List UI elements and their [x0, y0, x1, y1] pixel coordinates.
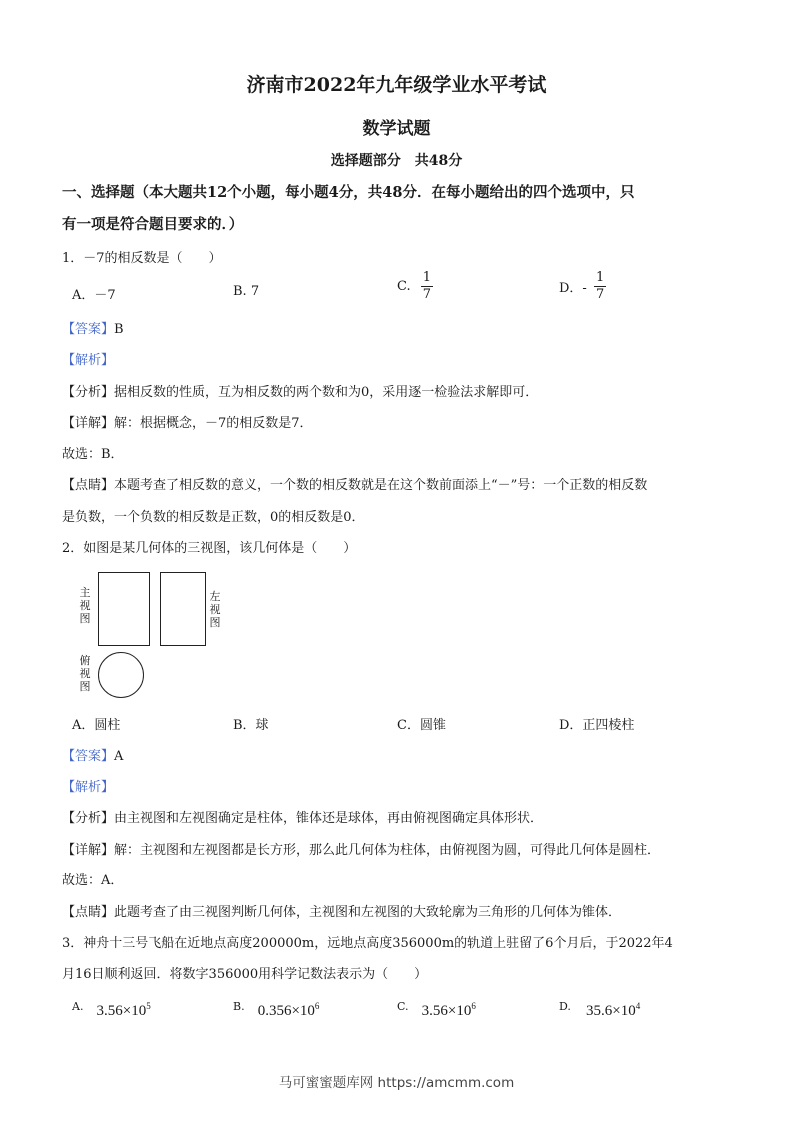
q2-fenxi-text: 由主视图和左视图确定是柱体，锥体还是球体，再由俯视图确定具体形状． — [114, 811, 544, 826]
top-view-label: 俯视图 — [79, 654, 91, 693]
q1-option-a: A．－7 — [72, 288, 116, 303]
left-view-label: 左视图 — [209, 590, 221, 629]
answer-tag: 【答案】 — [62, 749, 115, 764]
q3-stem-line1: 3．神舟十三号飞船在近地点高度200000m，远地点高度356000m的轨道上驻留了6个月后，于2022年4 — [62, 936, 673, 951]
q2-stem: 2．如图是某几何体的三视图，该几何体是（ ） — [62, 541, 357, 556]
q3-option-d-label: D. — [559, 1000, 571, 1013]
part-heading-line2: 有一项是符合题目要求的．） — [62, 216, 244, 233]
q1-option-c-label: C. — [397, 279, 411, 294]
q2-dianjing — [62, 901, 621, 920]
q1-option-c — [397, 270, 433, 303]
q1-option-d-fraction — [594, 270, 606, 303]
analysis-tag: 【解析】 — [62, 353, 115, 368]
dianjing-tag: 【点睛】 — [62, 905, 115, 920]
q3-option-a-label: A. — [72, 1000, 84, 1013]
q1-option-d-numerator: 1 — [595, 270, 605, 285]
main-view-label: 主视图 — [79, 586, 91, 625]
q1-fenxi-text: 据相反数的性质，互为相反数的两个数和为0，采用逐一检验法求解即可． — [114, 385, 539, 400]
footer-watermark: 马可蜜蜜题库网 https://amcmm.com — [278, 1075, 515, 1091]
xiangjie-tag: 【详解】 — [62, 843, 115, 858]
q2-fenxi — [62, 807, 543, 826]
q3-option-c-expr: $3.56\times 10^6$ — [421, 1001, 476, 1019]
q2-xiangjie — [62, 839, 660, 858]
q1-fenxi — [62, 381, 538, 400]
q1-dianjing-text1: 本题考查了相反数的意义，一个数的相反数就是在这个数前面添上“－”号：一个正数的相反数 — [114, 478, 648, 493]
q1-xiangjie-text: 解：根据概念，－7的相反数是7． — [114, 416, 313, 431]
q1-xiangjie — [62, 412, 313, 431]
q2-answer — [62, 745, 123, 764]
q1-guxuan: 故选：B． — [62, 447, 124, 462]
q1-dianjing-line2: 是负数，一个负数的相反数是正数，0的相反数是0． — [62, 510, 365, 525]
q2-option-b: B．球 — [233, 718, 269, 733]
q3-stem-line2: 月16日顺利返回．将数字356000用科学记数法表示为（ ） — [62, 967, 428, 982]
q3-option-b — [233, 1000, 319, 1020]
q1-option-c-numerator: 1 — [422, 270, 432, 285]
q1-dianjing-line1 — [62, 474, 647, 493]
q1-option-c-fraction — [421, 270, 433, 303]
q2-option-c: C．圆锥 — [397, 718, 446, 733]
dianjing-tag: 【点睛】 — [62, 478, 115, 493]
q1-option-c-denominator: 7 — [422, 287, 432, 302]
exam-subtitle: 数学试题 — [362, 119, 431, 139]
q1-option-b: B. 7 — [233, 284, 260, 299]
answer-tag: 【答案】 — [62, 322, 115, 337]
q1-option-d-label: D．- — [559, 281, 587, 296]
part-heading-line1: 一、选择题（本大题共12个小题，每小题4分，共48分．在每小题给出的四个选项中，只 — [62, 184, 635, 201]
q3-option-b-expr: $0.356\times 10^6$ — [257, 1001, 320, 1019]
q2-guxuan: 故选：A． — [62, 873, 124, 888]
q3-option-a-expr: $3.56\times 10^5$ — [96, 1001, 151, 1019]
section-title: 选择题部分 共48分 — [330, 153, 463, 169]
exam-title: 济南市2022年九年级学业水平考试 — [246, 74, 547, 96]
q2-option-d: D．正四棱柱 — [559, 718, 635, 733]
q1-answer — [62, 318, 124, 337]
q1-option-d — [559, 270, 606, 303]
main-view-rect — [98, 572, 150, 646]
q1-analysis — [62, 349, 114, 368]
analysis-tag: 【解析】 — [62, 780, 115, 795]
fenxi-tag: 【分析】 — [62, 385, 115, 400]
q1-answer-value: B — [114, 322, 124, 337]
xiangjie-tag: 【详解】 — [62, 416, 115, 431]
left-view-rect — [160, 572, 206, 646]
q3-option-a — [72, 1000, 151, 1020]
q3-option-d — [559, 1000, 640, 1020]
q3-option-c-label: C. — [397, 1000, 409, 1013]
q1-option-d-denominator: 7 — [595, 287, 605, 302]
q2-answer-value: A — [114, 749, 124, 764]
q1-stem: 1．－7的相反数是（ ） — [62, 251, 222, 266]
fenxi-tag: 【分析】 — [62, 811, 115, 826]
q2-xiangjie-text: 解：主视图和左视图都是长方形，那么此几何体为柱体，由俯视图为圆，可得此几何体是圆柱． — [114, 843, 661, 858]
q3-option-b-label: B. — [233, 1000, 245, 1013]
three-view-figure — [76, 570, 236, 700]
top-view-circle — [98, 652, 144, 698]
q3-option-d-expr: $35.6\times 10^4$ — [586, 1001, 641, 1019]
q3-option-c — [397, 1000, 476, 1020]
q2-option-a: A．圆柱 — [72, 718, 121, 733]
q2-analysis — [62, 776, 114, 795]
q2-dianjing-text: 此题考查了由三视图判断几何体，主视图和左视图的大致轮廓为三角形的几何体为锥体． — [114, 905, 622, 920]
